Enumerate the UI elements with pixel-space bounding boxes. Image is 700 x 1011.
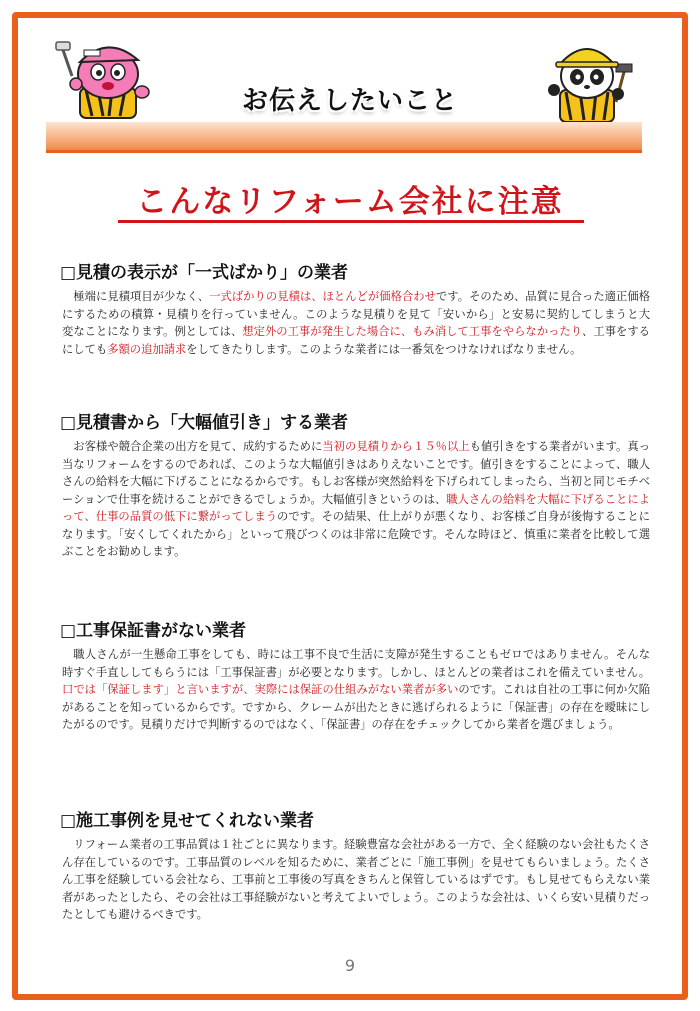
section-body: [62, 836, 650, 924]
body-text: リフォーム業者の工事品質は１社ごとに異なります。経験豊富な会社がある一方で、全く経験のない会社もたくさん存在しているのです。工事品質のレベルを知るために、業者ごとに「施工事例」を見せてもらいましょう。たくさん工事を経験している会社なら、工事前と工事後の写真をきちんと保管しているはずです。もし見せてもらえない業者があったとしたら、その会社は工事経験がないと考えてよいでしょう。このような会社は、いくら安い見積りだったとしても避けるべきです。: [62, 838, 650, 921]
section-body: [62, 288, 650, 358]
highlighted-text: 口では「保証します」と言いますが、実際には保証の仕組みがない業者が多い: [62, 683, 459, 696]
body-text: も値引きをする業者がいます。真っ当なリフォームをするのであれば、このような大幅値引きはありえないことです。値引きをすることによって、職人さんの給料を大幅に下げることになるからです。もしお客様が突然給料を下げられてしまったら、当初と同じモチベーションで仕事を続けることができるでしょうか。大幅値引きというのは、: [62, 440, 650, 506]
header-title: お伝えしたいこと: [241, 86, 458, 116]
section-heading: □見積の表示が「一式ばかり」の業者: [60, 263, 349, 283]
highlighted-text: 多額の追加請求: [107, 342, 187, 356]
body-text: のです。これは自社の工事に何か欠陥があることを知っているからです。ですから、クレームが出たときに逃げられるように「保証書」の存在を曖昧にしたがるのです。見積りだけで判断するのではなく、「保証書」の存在をチェックしてから業者を選びましょう。: [62, 683, 650, 731]
body-text: をしてきたりします。このような業者には一番気をつけなければなりません。: [186, 342, 582, 356]
body-text: 職人さんが一生懸命工事をしても、時には工事不良で生活に支障が発生することもゼロではありません。そんな時すぐ手直ししてもらうには「工事保証書」が必要となります。しかし、ほとんどの業者はこれを備えていません。: [62, 648, 650, 679]
body-text: のです。その結果、仕上がりが悪くなり、お客様ご自身が後悔することになります。「安くしてくれたから」といって飛びつくのは非常に危険です。そんな時ほど、慎重に業者を比較して選ぶことをお勧めします。: [62, 510, 650, 558]
section-body: [62, 646, 650, 734]
highlighted-text: 当初の見積りから１５％以上: [322, 440, 470, 453]
highlighted-text: 一式ばかりの見積は、ほとんどが価格合わせ: [209, 290, 436, 303]
page-number: 9: [344, 956, 356, 975]
body-text: 、工事をするにしても: [62, 325, 650, 356]
header-bar: [46, 122, 642, 150]
highlighted-text: 職人さんの給料を大幅に下げることによって、仕事の品質の低下に繋がってしまう: [62, 492, 650, 523]
section-body: [62, 438, 650, 561]
highlighted-text: 想定外の工事が発生した場合に、もみ消して工事をやらなかったり: [242, 325, 583, 338]
section-heading: □工事保証書がない業者: [60, 621, 247, 641]
section-heading: □施工事例を見せてくれない業者: [60, 811, 315, 831]
body-text: お客様や競合企業の出方を見て、成約するために: [73, 440, 323, 453]
main-title: こんなリフォーム会社に注意: [136, 184, 564, 220]
body-text: 極端に見積項目が少なく、: [73, 290, 210, 303]
body-text: です。そのため、品質に見合った適正価格にするための積算・見積りを行っていません。このような見積りを見て「安いから」と安易に契約してしまうと大変なことになります。例としては、: [62, 290, 650, 338]
section-heading: □見積書から「大幅値引き」する業者: [60, 413, 349, 433]
main-title-underline: [118, 220, 584, 223]
